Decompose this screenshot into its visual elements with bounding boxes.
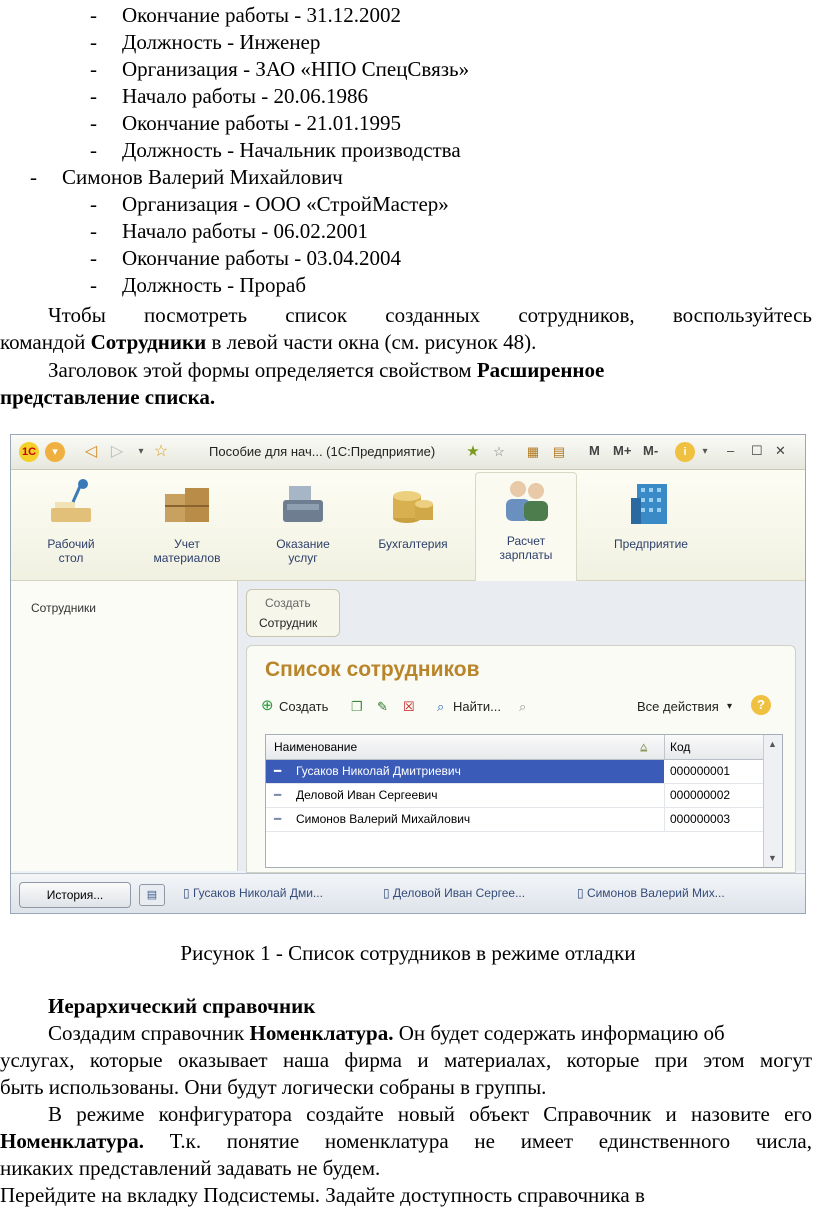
list-item: Симонов Валерий Михайлович — [62, 165, 343, 189]
form-title: Список сотрудников — [265, 658, 480, 681]
list-item: Организация - ЗАО «НПО СпецСвязь» — [122, 57, 470, 81]
section-label: Рабочий стол — [47, 537, 95, 565]
section-enterprise[interactable] — [601, 476, 701, 576]
text-run: Он будет содержать информацию об — [393, 1021, 725, 1045]
paragraph-line — [48, 357, 604, 383]
search-icon: ⌕ — [437, 699, 445, 714]
star-icon[interactable]: ☆ — [153, 443, 169, 460]
list-dash: - — [90, 30, 97, 54]
table-row[interactable] — [266, 760, 763, 784]
cash-register-icon — [275, 478, 331, 530]
paragraph-line — [0, 329, 536, 355]
section-label: Предприятие — [614, 537, 688, 551]
open-windows-bar — [11, 873, 805, 914]
list-dash: - — [90, 84, 97, 108]
calendar-icon[interactable]: ▤ — [552, 444, 566, 459]
bold-term: Номенклатура. — [249, 1021, 394, 1045]
app-screenshot — [10, 434, 806, 914]
table-row[interactable] — [266, 808, 763, 832]
section-label: Учет материалов — [153, 537, 221, 565]
find-button[interactable]: Найти... — [453, 699, 501, 714]
list-dash: - — [90, 273, 97, 297]
text-run: Т.к. понятие номенклатура не имеет единственного числа, — [143, 1129, 812, 1153]
bold-term: Номенклатура. — [0, 1129, 144, 1153]
close-button[interactable]: ✕ — [775, 443, 786, 458]
work-area — [238, 581, 805, 871]
section-label: Оказание услуг — [276, 537, 330, 565]
paragraph-line — [0, 1128, 812, 1154]
open-window-tab[interactable]: ▯ Гусаков Николай Дми... — [183, 886, 323, 900]
action-group-label: Создать — [265, 596, 311, 610]
help-button[interactable]: ? — [751, 695, 771, 715]
title-bar — [11, 435, 805, 470]
row-icon: ━ — [274, 788, 282, 802]
coins-icon — [385, 478, 441, 530]
info-icon[interactable]: i — [675, 442, 695, 462]
scroll-down-icon[interactable]: ▼ — [768, 853, 777, 863]
plus-icon: ⊕ — [261, 697, 274, 714]
employee-name: Гусаков Николай Дмитриевич — [296, 764, 461, 778]
text-run: Создадим справочник — [48, 1021, 250, 1045]
list-dash: - — [90, 3, 97, 27]
paragraph-line — [0, 384, 215, 410]
bold-term: Расширенное — [476, 358, 605, 382]
open-window-tab[interactable]: ▯ Симонов Валерий Мих... — [577, 886, 725, 900]
favorites-icon[interactable]: ★ — [466, 443, 480, 460]
table-header — [266, 735, 782, 760]
action-panel — [246, 589, 340, 637]
list-item: Должность - Прораб — [122, 273, 307, 297]
chevron-down-icon: ▾ — [727, 701, 733, 712]
form-toolbar — [257, 694, 787, 720]
sort-icon[interactable]: ⩠ — [640, 740, 648, 754]
employee-code: 000000001 — [670, 764, 731, 778]
employee-name: Симонов Валерий Михайлович — [296, 812, 471, 826]
list-item: Окончание работы - 31.12.2002 — [122, 3, 401, 27]
boxes-icon — [159, 478, 215, 530]
tab-label: Симонов Валерий Мих... — [586, 886, 725, 900]
figure-caption: Рисунок 1 - Список сотрудников в режиме отладки — [180, 941, 636, 965]
nav-item-employees[interactable]: Сотрудники — [31, 601, 96, 615]
calculator-icon[interactable]: ▦ — [526, 444, 540, 459]
maximize-button[interactable]: ☐ — [751, 443, 763, 458]
create-employee-command[interactable]: Сотрудник — [259, 616, 318, 630]
menu-icon[interactable]: ▾ — [45, 442, 65, 462]
paragraph-line: Чтобы посмотреть список созданных сотрудников, воспользуйтесь — [48, 303, 812, 327]
list-dash: - — [90, 246, 97, 270]
column-header-code[interactable]: Код — [670, 740, 691, 754]
paragraph-line: В режиме конфигуратора создайте новый объект Справочник и назовите его — [48, 1102, 812, 1126]
tab-label: Деловой Иван Сергее... — [392, 886, 526, 900]
edit-icon[interactable]: ✎ — [377, 699, 388, 714]
section-label: Бухгалтерия — [378, 537, 448, 551]
list-dash: - — [90, 57, 97, 81]
tab-label: Гусаков Николай Дми... — [192, 886, 323, 900]
desk-lamp-icon — [43, 478, 99, 530]
list-item: Начало работы - 20.06.1986 — [122, 84, 368, 108]
scroll-up-icon[interactable]: ▲ — [768, 739, 777, 749]
section-accounting[interactable] — [363, 476, 463, 576]
create-button[interactable]: Создать — [279, 699, 329, 714]
list-item: Окончание работы - 03.04.2004 — [122, 246, 401, 270]
info-dropdown-icon[interactable]: ▾ — [702, 446, 708, 457]
paragraph-line — [48, 1020, 725, 1046]
employees-list-form — [246, 645, 796, 873]
list-dash: - — [90, 138, 97, 162]
employees-table — [265, 734, 783, 868]
row-icon: ━ — [274, 812, 282, 826]
window-title: Пособие для нач... (1С:Предприятие) — [209, 444, 436, 459]
paragraph-line: услугах, которые оказывает наша фирма и материалах, которые при этом могут — [0, 1048, 812, 1072]
employee-code: 000000003 — [670, 812, 731, 826]
table-scrollbar[interactable] — [763, 735, 782, 867]
text-run: Заголовок этой формы определяется свойством — [48, 358, 477, 382]
paragraph-line: Перейдите на вкладку Подсистемы. Задайте доступность справочника в — [0, 1183, 645, 1207]
people-icon — [498, 475, 554, 527]
list-item: Должность - Начальник производства — [122, 138, 461, 162]
list-item: Начало работы - 06.02.2001 — [122, 219, 368, 243]
list-dash: - — [90, 219, 97, 243]
list-item: Окончание работы - 21.01.1995 — [122, 111, 401, 135]
list-item: Должность - Инженер — [122, 30, 321, 54]
list-dash: - — [90, 192, 97, 216]
section-heading — [48, 993, 315, 1019]
cancel-search-icon[interactable]: ⌕ — [519, 699, 527, 714]
section-label: Расчет зарплаты — [499, 534, 553, 562]
bookmark-icon[interactable]: ☆ — [493, 444, 505, 459]
list-item: Организация - ООО «СтройМастер» — [122, 192, 449, 216]
section-materials[interactable] — [137, 476, 237, 576]
history-button[interactable]: История... — [19, 882, 131, 908]
all-actions-button[interactable]: Все действия — [637, 699, 719, 714]
bold-term: Сотрудники — [90, 330, 207, 354]
delete-icon[interactable]: ☒ — [403, 699, 415, 714]
text-run: в левой части окна (см. рисунок 48). — [206, 330, 537, 354]
memory-subtract-button[interactable]: M- — [643, 443, 659, 458]
list-dash: - — [90, 111, 97, 135]
minimize-button[interactable]: – — [727, 443, 735, 458]
heading-text: Иерархический справочник — [48, 994, 316, 1018]
memory-button[interactable]: M — [589, 443, 600, 458]
row-icon: ━ — [274, 764, 282, 778]
navigation-panel — [11, 581, 238, 871]
paragraph-line: быть использованы. Они будут логически собраны в группы. — [0, 1075, 547, 1099]
copy-icon[interactable]: ❐ — [351, 699, 363, 714]
windows-list-icon[interactable]: ▤ — [139, 884, 165, 906]
section-services[interactable] — [253, 476, 353, 576]
open-window-tab[interactable]: ▯ Деловой Иван Сергее... — [383, 886, 526, 900]
forward-arrow-icon[interactable]: ▷ — [110, 443, 124, 460]
back-arrow-icon[interactable]: ◁ — [84, 443, 98, 460]
text-run: командой — [0, 330, 91, 354]
section-payroll[interactable] — [475, 472, 577, 581]
section-desktop[interactable] — [21, 476, 121, 576]
paragraph-line: никаких представлений задавать не будем. — [0, 1156, 381, 1180]
sections-panel — [11, 470, 805, 581]
memory-add-button[interactable]: M+ — [613, 443, 632, 458]
history-dropdown-icon[interactable]: ▾ — [138, 446, 144, 457]
employee-code: 000000002 — [670, 788, 731, 802]
table-row[interactable] — [266, 784, 763, 808]
employee-name: Деловой Иван Сергеевич — [296, 788, 438, 802]
bold-term: представление списка. — [0, 385, 216, 409]
building-icon — [623, 478, 679, 530]
app-logo-icon[interactable]: 1С — [19, 442, 39, 462]
column-header-name[interactable]: Наименование — [274, 740, 358, 754]
list-dash: - — [30, 165, 37, 189]
